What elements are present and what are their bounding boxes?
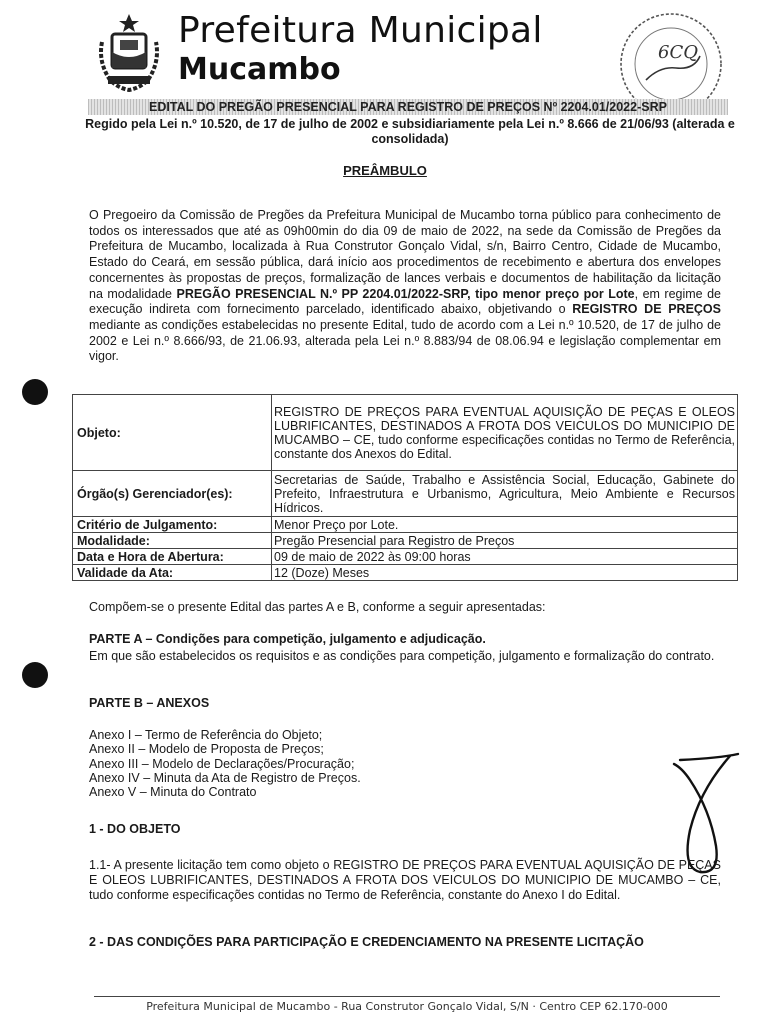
table-value: Menor Preço por Lote. <box>272 517 738 533</box>
parte-a-title: PARTE A – Condições para competição, julgamento e adjudicação. <box>89 632 486 646</box>
list-item: Anexo III – Modelo de Declarações/Procuração; <box>89 756 355 771</box>
table-label: Objeto: <box>73 395 272 471</box>
table-value: 09 de maio de 2022 às 09:00 horas <box>272 549 738 565</box>
preambulo-bold-2: REGISTRO DE PREÇOS <box>572 302 721 317</box>
table-value: Pregão Presencial para Registro de Preços <box>272 533 738 549</box>
table-label: Data e Hora de Abertura: <box>73 549 272 565</box>
header-title: Prefeitura Municipal <box>178 10 543 51</box>
preambulo-text-1: O Pregoeiro da Comissão de Pregões da Prefeitura Municipal de Mucambo torna público para conhecimento de todos os interessados que até as 09h00min do dia 09 de maio de 2022, na sede da Comissão de Pregões da Prefeitura de Mucambo, localizada à Rua Construtor Gonçalo Vidal, s/n, Bairro Centro, Cidade de Mucambo, Estado do Ceará, em sessão pública, dará início aos procedimentos de recebimento e abertura dos envelopes concernentes às propostas de preços, formalização de lances verbais e documentos de habilitação da licitação na modalidade <box>89 208 721 301</box>
edital-title: EDITAL DO PREGÃO PRESENCIAL PARA REGISTRO DE PREÇOS Nº 2204.01/2022-SRP <box>88 99 728 115</box>
preambulo-text-2: , em regime de execução indireta com fornecimento parcelado, identificado abaixo, objetivando o <box>89 286 722 317</box>
table-row <box>73 549 738 565</box>
table-label: Critério de Julgamento: <box>73 517 272 533</box>
table-label: Modalidade: <box>73 533 272 549</box>
list-item: Anexo IV – Minuta da Ata de Registro de Preços. <box>89 770 361 785</box>
table-row <box>73 533 738 549</box>
anexos-list <box>89 728 361 799</box>
composition-text: Compõem-se o presente Edital das partes A e B, conforme a seguir apresentadas: <box>89 600 546 614</box>
table-row <box>73 471 738 517</box>
punch-hole-icon <box>22 379 48 405</box>
page-footer: Prefeitura Municipal de Mucambo - Rua Construtor Gonçalo Vidal, S/N · Centro CEP 62.170-000 <box>146 1000 668 1013</box>
table-row <box>73 565 738 581</box>
stamp-icon <box>596 6 746 114</box>
section-1-title: 1 - DO OBJETO <box>89 822 181 836</box>
preambulo-paragraph <box>89 208 721 365</box>
footer-divider <box>94 996 720 997</box>
table-value: REGISTRO DE PREÇOS PARA EVENTUAL AQUISIÇÃO DE PEÇAS E OLEOS LUBRIFICANTES, DESTINADOS A FROTA DOS VEICULOS DO MUNICIPIO DE MUCAMBO – CE, tudo conforme especificações contidas no Termo de Referência, constante dos Anexos do Edital. <box>272 395 738 471</box>
parte-a-text: Em que são estabelecidos os requisitos e as condições para competição, julgamento e formalização do contrato. <box>89 649 715 663</box>
list-item: Anexo I – Termo de Referência do Objeto; <box>89 728 323 742</box>
preambulo-bold-1: PREGÃO PRESENCIAL N.º PP 2204.01/2022-SRP, tipo menor preço por Lote <box>176 286 635 301</box>
section-1-text: 1.1- A presente licitação tem como objeto o REGISTRO DE PREÇOS PARA EVENTUAL AQUISIÇÃO DE PEÇAS E OLEOS LUBRIFICANTES, DESTINADOS A FROTA DOS VEICULOS DO MUNICIPIO DE MUCAMBO – CE, tudo conforme especificações contidas no Termo de Referência, constante do Anexo I do Edital. <box>89 858 721 902</box>
list-item: Anexo II – Modelo de Proposta de Preços; <box>89 742 324 757</box>
list-item: Anexo V – Minuta do Contrato <box>89 785 257 800</box>
preambulo-title: PREÂMBULO <box>343 163 427 178</box>
table-row <box>73 395 738 471</box>
section-2-title: 2 - DAS CONDIÇÕES PARA PARTICIPAÇÃO E CREDENCIAMENTO NA PRESENTE LICITAÇÃO <box>89 935 644 949</box>
stamp-initials: 6CQ <box>658 42 698 63</box>
parte-b-title: PARTE B – ANEXOS <box>89 696 210 710</box>
table-row <box>73 517 738 533</box>
punch-hole-icon <box>22 662 48 688</box>
header-subtitle: Mucambo <box>178 52 341 87</box>
preambulo-text-3: mediante as condições estabelecidas no presente Edital, tudo de acordo com a Lei n.º 10.520, de 17 de julho de 2002 e Lei n.º 8.666/93, de 21.06.93, alterada pela Lei n.º 8.883/94 de 08.06.94 e legislação complementar em vigor. <box>89 317 721 364</box>
table-value: 12 (Doze) Meses <box>272 565 738 581</box>
table-value: Secretarias de Saúde, Trabalho e Assistência Social, Educação, Gabinete do Prefeito, Infraestrutura e Urbanismo, Agricultura, Meio Ambiente e Recursos Hídricos. <box>272 471 738 517</box>
legal-basis: Regido pela Lei n.º 10.520, de 17 de julho de 2002 e subsidiariamente pela Lei n.º 8.666 de 21/06/93 (alterada e consolidada) <box>85 117 735 146</box>
table-label: Órgão(s) Gerenciador(es): <box>73 471 272 517</box>
crest-icon <box>98 12 160 94</box>
info-table <box>72 394 738 581</box>
table-label: Validade da Ata: <box>73 565 272 581</box>
